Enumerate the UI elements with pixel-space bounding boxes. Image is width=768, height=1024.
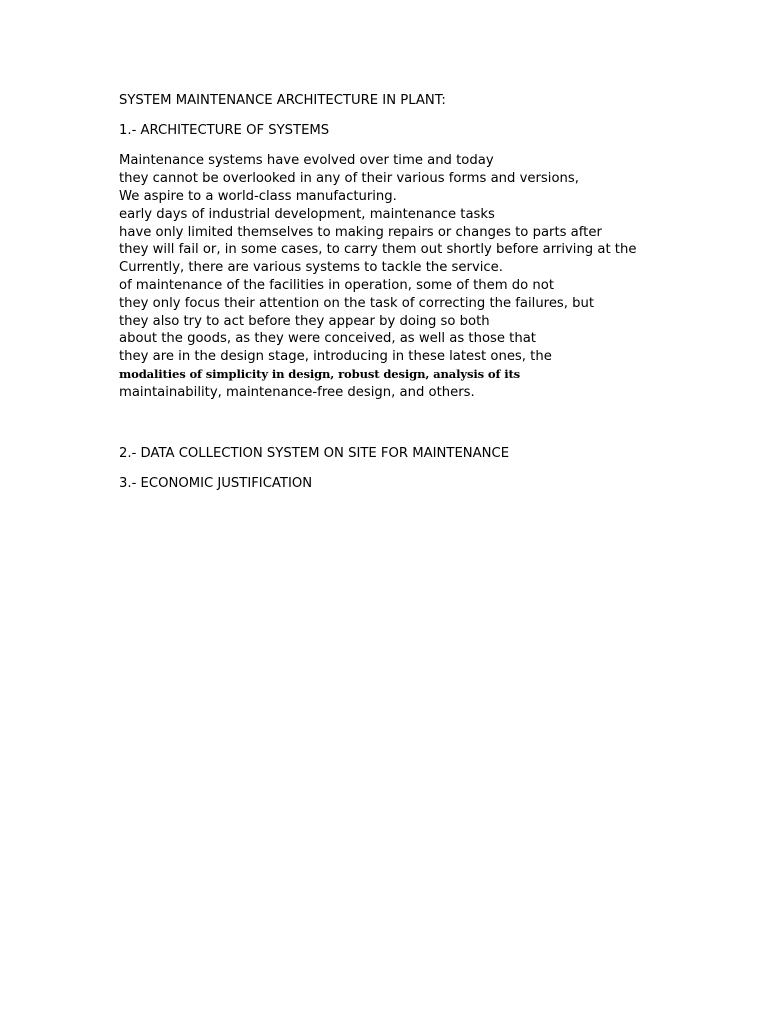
paragraph-line: they only focus their attention on the task of correcting the failures, but (119, 295, 595, 311)
paragraph-line: of maintenance of the facilities in operation, some of them do not (119, 277, 555, 293)
paragraph-line: early days of industrial development, maintenance tasks (119, 206, 495, 222)
section-heading-economic-justification: 3.- ECONOMIC JUSTIFICATION (119, 475, 313, 491)
paragraph-line: they also try to act before they appear by doing so both (119, 313, 490, 329)
paragraph-line: they cannot be overlooked in any of their various forms and versions, (119, 171, 579, 187)
paragraph-line: maintainability, maintenance-free design, and others. (119, 384, 475, 400)
document-title: SYSTEM MAINTENANCE ARCHITECTURE IN PLANT: (119, 93, 446, 108)
paragraph-line: about the goods, as they were conceived, as well as those that (119, 331, 536, 347)
section-heading-architecture: 1.- ARCHITECTURE OF SYSTEMS (119, 123, 330, 139)
paragraph-line: We aspire to a world-class manufacturing. (119, 188, 397, 204)
paragraph-line: they are in the design stage, introducing in these latest ones, the (119, 349, 552, 365)
document-body (119, 92, 739, 492)
paragraph-line: have only limited themselves to making repairs or changes to parts after (119, 224, 602, 240)
paragraph-line: Maintenance systems have evolved over time and today (119, 153, 494, 169)
architecture-paragraph (119, 152, 739, 401)
section-spacer (119, 402, 739, 445)
paragraph-line: they will fail or, in some cases, to carry them out shortly before arriving at the (119, 242, 637, 258)
paragraph-line-emphasized: modalities of simplicity in design, robust design, analysis of its (119, 366, 521, 381)
section-heading-data-collection: 2.- DATA COLLECTION SYSTEM ON SITE FOR MAINTENANCE (119, 445, 510, 461)
paragraph-line: Currently, there are various systems to tackle the service. (119, 260, 503, 276)
